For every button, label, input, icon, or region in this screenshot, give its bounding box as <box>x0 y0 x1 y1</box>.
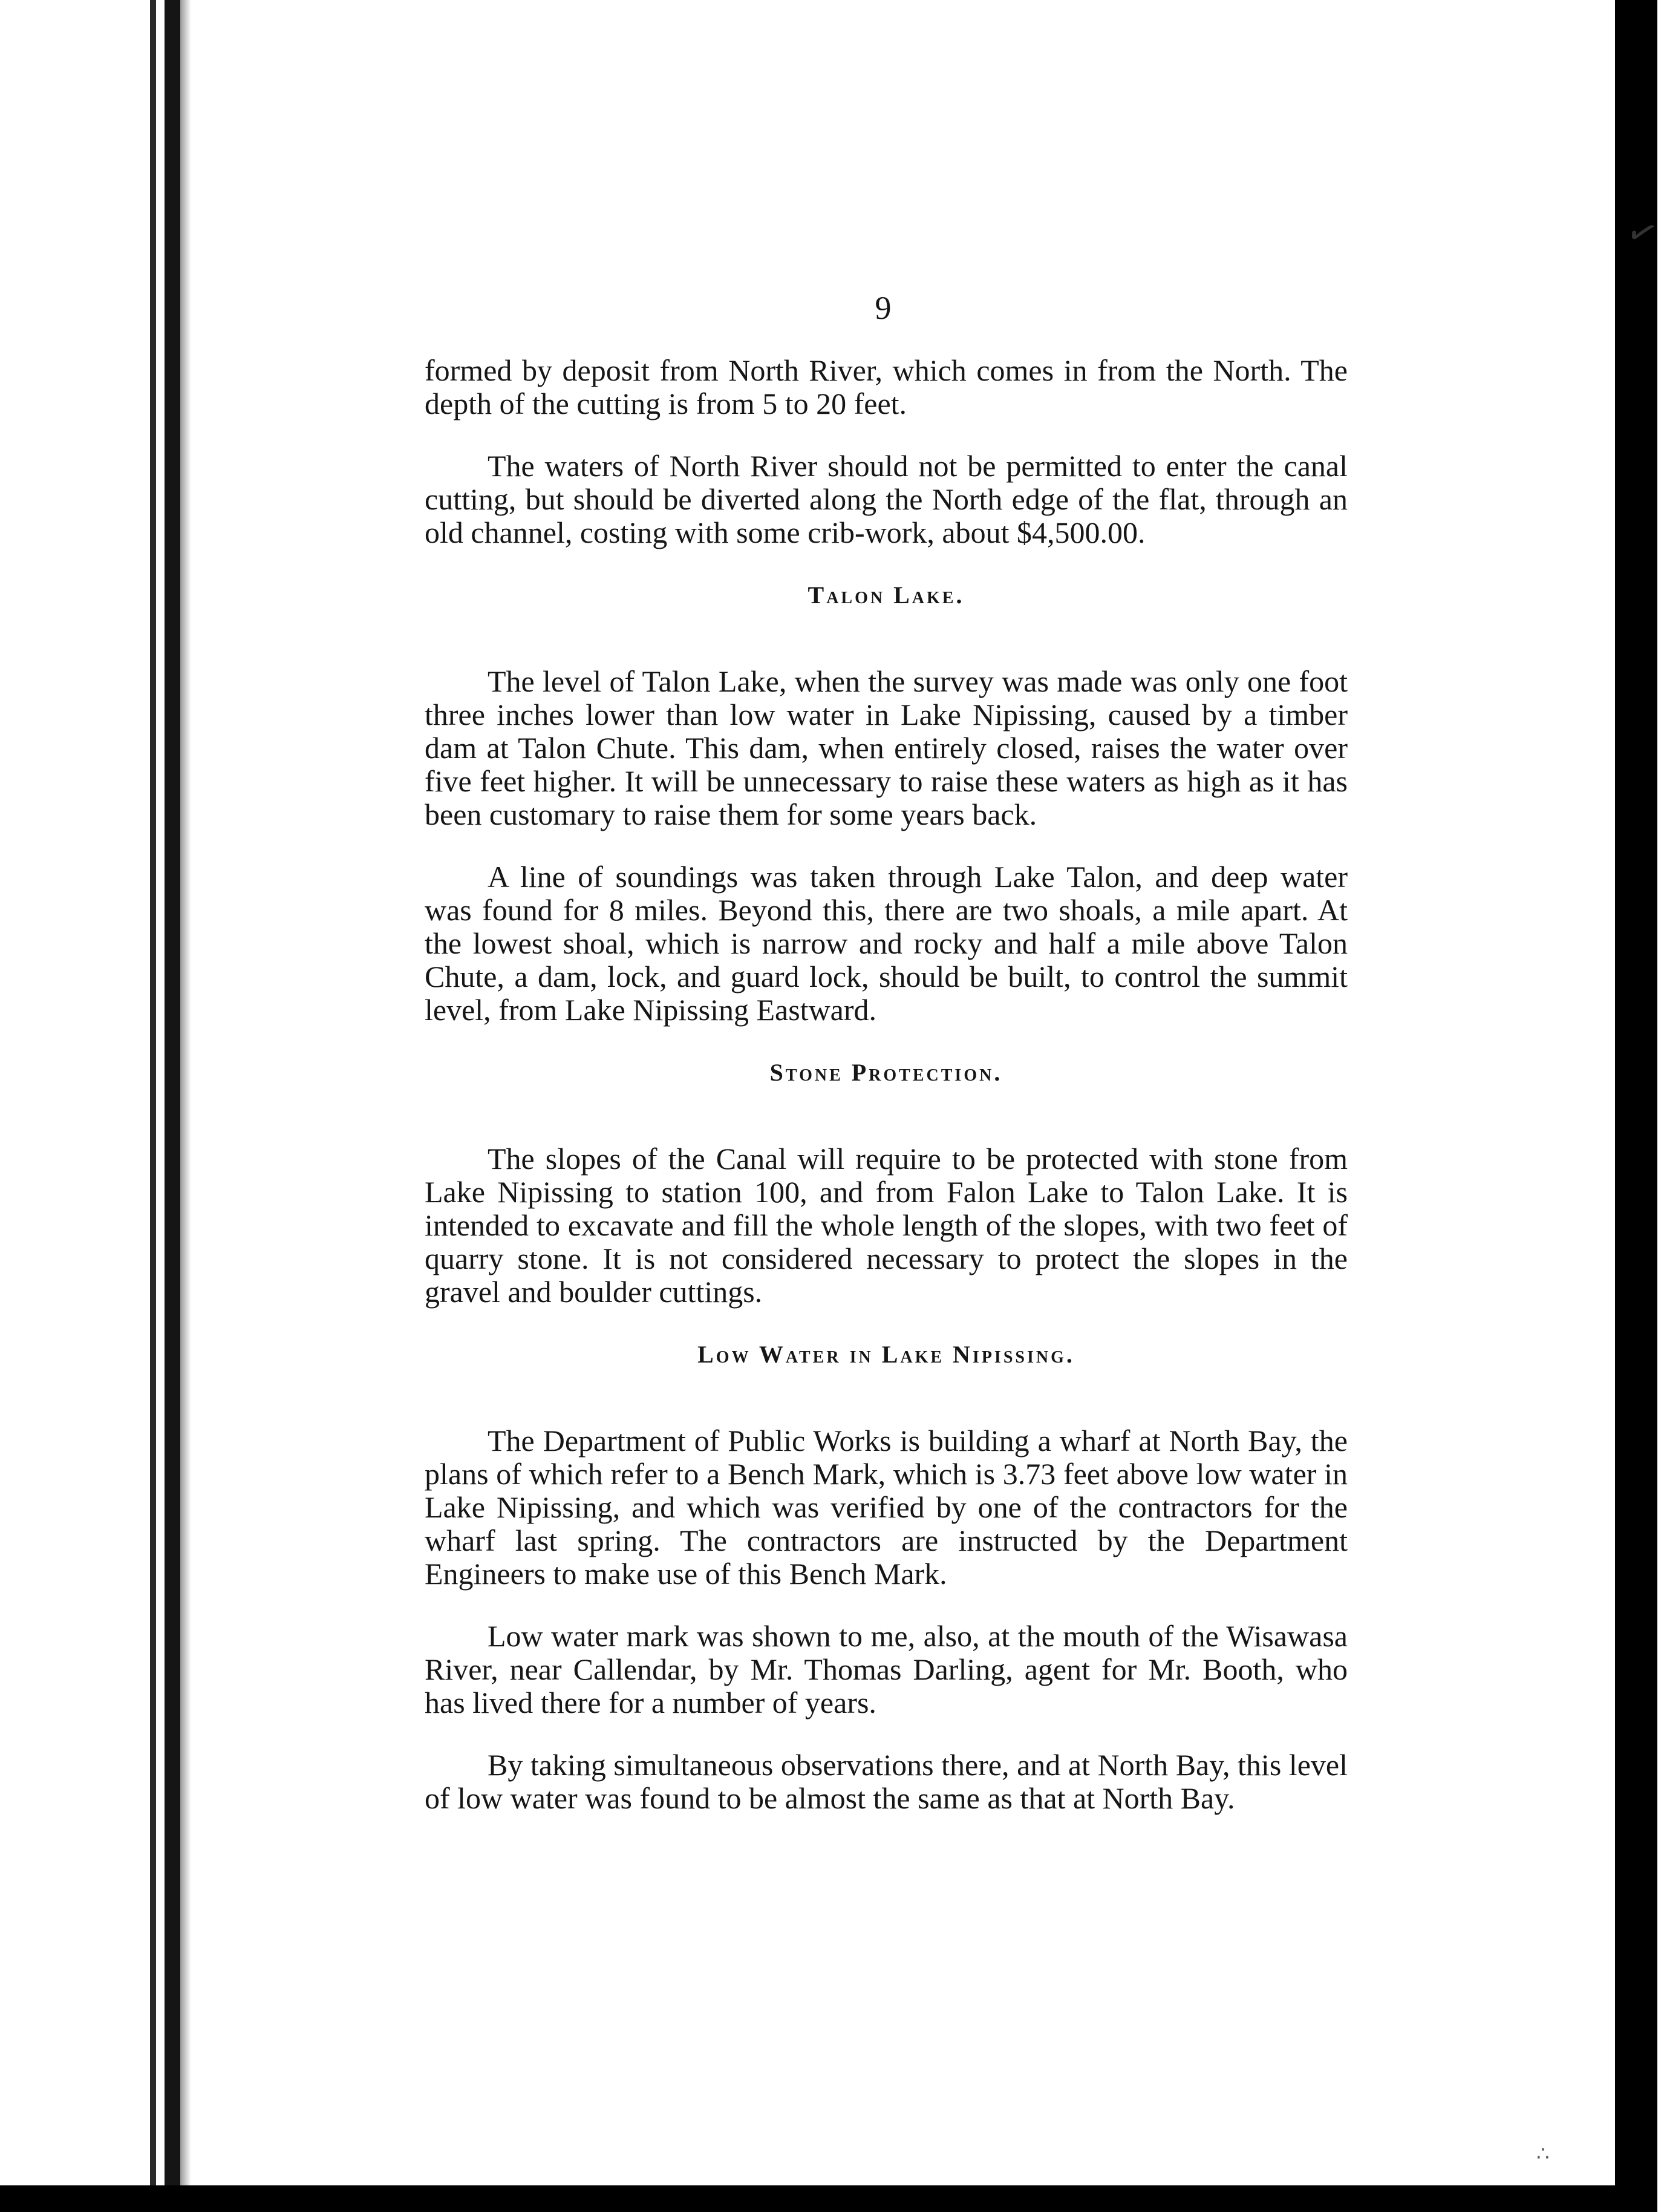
binding-edge-strip <box>165 0 180 2185</box>
page-number: 9 <box>875 290 892 326</box>
paragraph-wharf: The Department of Public Works is building a wharf at North Bay, the plans of which refer to a Bench Mark, which is 3.73 feet above low water in Lake Nipissing, and which was verified by one of the contractors for the wharf last spring. The contractors are instructed by the Department Engineers to make use of this Bench Mark. <box>425 1424 1348 1591</box>
paragraph-soundings: A line of soundings was taken through Lake Talon, and deep water was found for 8 miles. Beyond this, there are two shoals, a mile apart. At the lowest shoal, which is narrow and rocky and half a mile above Talon Chute, a dam, lock, and guard lock, should be built, to control the summit level, from Lake Nipissing Eastward. <box>425 860 1348 1027</box>
paragraph-talon-level: The level of Talon Lake, when the survey was made was only one foot three inches lower than low water in Lake Nipissing, caused by a timber dam at Talon Chute. This dam, when entirely closed, raises the water over five feet higher. It will be unnecessary to raise these waters as high as it has been customary to raise them for some years back. <box>425 664 1348 831</box>
scan-border-right <box>1615 0 1657 2212</box>
paragraph-north-river: The waters of North River should not be permitted to enter the canal cutting, but should be diverted along the North edge of the flat, through an old channel, costing with some crib-work, about $4,500.00. <box>425 449 1348 549</box>
heading-low-water: Low Water in Lake Nipissing. <box>697 1341 1075 1368</box>
scan-border-bottom <box>0 2185 1657 2212</box>
binding-edge-line <box>150 0 156 2185</box>
paragraph-slopes: The slopes of the Canal will require to be protected with stone from Lake Nipissing to station 100, and from Falon Lake to Talon Lake. It is intended to excavate and fill the whole length of the slopes, with two feet of quarry stone. It is not considered necessary to protect the slopes in the gravel and boulder cuttings. <box>425 1142 1348 1309</box>
binding-shadow <box>180 0 191 2185</box>
paragraph-continuation: formed by deposit from North River, which comes in from the North. The depth of the cutting is from 5 to 20 feet. <box>425 353 1348 420</box>
heading-stone-protection: Stone Protection. <box>769 1059 1003 1086</box>
scan-speckle: ∴ <box>1536 2143 1550 2165</box>
paragraph-low-water-mark: Low water mark was shown to me, also, at the mouth of the Wisawasa River, near Callendar, by Mr. Thomas Darling, agent for Mr. Booth, who has lived there for a number of years. <box>425 1619 1348 1720</box>
text-column <box>425 354 1348 1844</box>
paragraph-observations: By taking simultaneous observations there, and at North Bay, this level of low water was found to be almost the same as that at North Bay. <box>425 1748 1348 1815</box>
heading-talon-lake: Talon Lake. <box>808 581 965 609</box>
pencil-check-mark: ✓ <box>1621 209 1664 257</box>
